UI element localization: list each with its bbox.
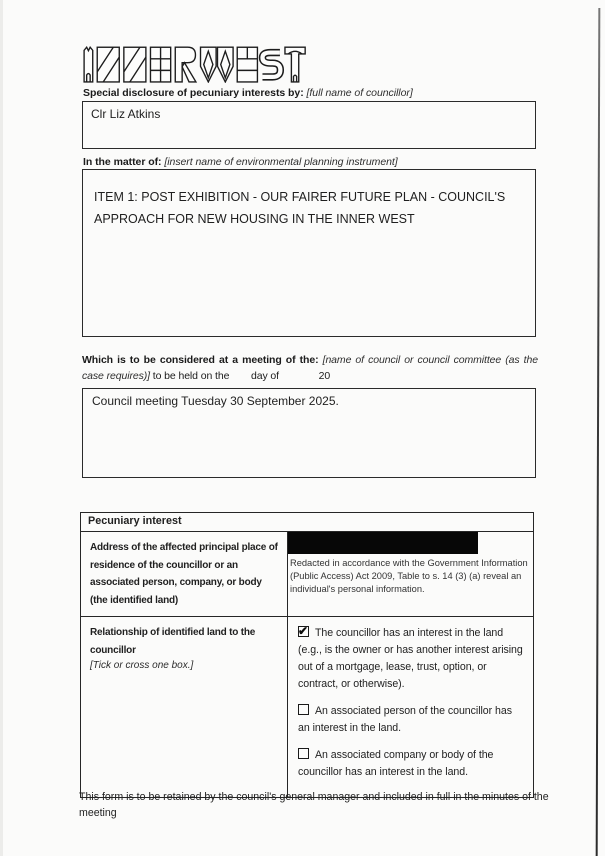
redaction-bar (288, 532, 478, 554)
disclosure-label-hint: [full name of councillor] (306, 87, 413, 99)
table-row-address (81, 532, 533, 616)
table-header: Pecuniary interest (81, 513, 533, 532)
option-text: The councillor has an interest in the land (e.g., is the owner or has another interest arising out of a mortgage, lease, trust, option, or contract, or otherwise). (298, 627, 523, 690)
meeting-label-dayof: day of (250, 370, 279, 383)
councillor-name-value: Clr Liz Atkins (91, 107, 161, 121)
relationship-label-cell (81, 617, 287, 797)
pecuniary-interest-table (80, 512, 534, 798)
checkbox-empty-icon (298, 748, 309, 759)
option-councillor-interest (298, 625, 523, 693)
option-associated-company (298, 747, 523, 781)
disclosure-label-bold: Special disclosure of pecuniary interests by: (83, 87, 304, 99)
address-label-cell (81, 532, 287, 616)
option-text: An associated person of the councillor has an interest in the land. (298, 704, 512, 734)
matter-label-hint: [insert name of environmental planning instrument] (164, 156, 398, 168)
meeting-label-tail: to be held on the (152, 370, 230, 383)
inner-west-logo-glyphs (83, 46, 307, 83)
councillor-name-box (82, 101, 536, 149)
meeting-label-hint: [name of council or council committee (as the case requires)] (82, 354, 538, 383)
inner-west-logo (83, 46, 307, 83)
option-associated-person (298, 703, 523, 737)
checkbox-checked-icon: ✔ (298, 624, 309, 638)
scan-left-edge (0, 0, 3, 856)
matter-value: ITEM 1: POST EXHIBITION - OUR FAIRER FUTURE PLAN - COUNCIL'S APPROACH FOR NEW HOUSING IN THE INNER WEST (94, 190, 506, 226)
matter-label (83, 156, 553, 168)
option-text: An associated company or body of the councillor has an interest in the land. (298, 748, 494, 778)
checkbox-empty-icon (298, 704, 309, 715)
scan-right-edge (596, 8, 601, 856)
meeting-label-bold: Which is to be considered at a meeting of the: (82, 354, 319, 366)
meeting-label (82, 352, 538, 385)
address-value-cell (287, 532, 533, 616)
meeting-value: Council meeting Tuesday 30 September 2025. (92, 394, 339, 408)
matter-box (82, 169, 536, 337)
disclosure-label (83, 87, 553, 99)
relationship-label: Relationship of identified land to the councillor (90, 627, 256, 656)
relationship-label-hint: [Tick or cross one box.] (90, 660, 194, 671)
meeting-label-year: 20 (318, 370, 331, 383)
redaction-note: Redacted in accordance with the Government Information (Public Access) Act 2009, Table to s. 14 (3) (a) reveal an individual's personal information. (290, 558, 528, 594)
footer-note: This form is to be retained by the council's general manager and included in full in the minutes of the meeting (79, 791, 549, 820)
address-label: Address of the affected principal place of residence of the councillor or an associated person, company, or body (the identified land) (90, 542, 278, 606)
matter-label-bold: In the matter of: (83, 156, 162, 168)
relationship-options-cell (287, 617, 533, 797)
table-row-relationship (81, 616, 533, 797)
meeting-box (82, 388, 536, 478)
